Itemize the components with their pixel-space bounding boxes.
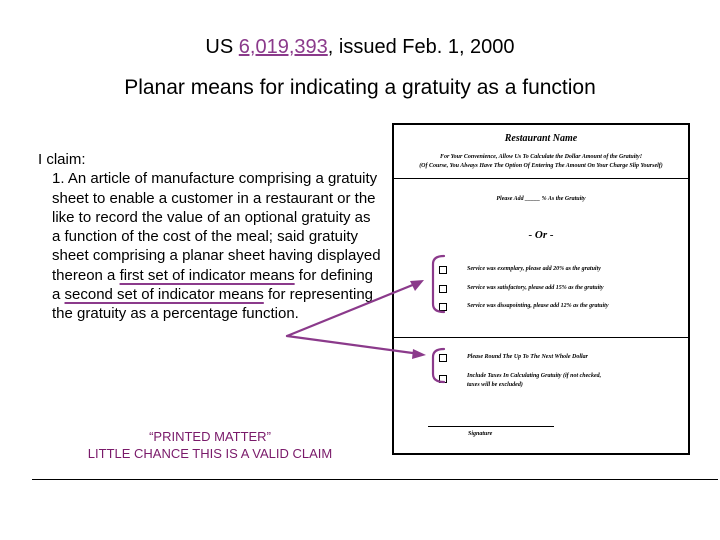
- claim-part-3: for representing the gratuity as a percentage function.: [52, 286, 374, 323]
- patent-number-link[interactable]: 6,019,393: [238, 36, 328, 58]
- bracket-second-set: [433, 349, 444, 382]
- claim-intro: I claim:: [38, 151, 86, 168]
- claim-highlight-second-set: second set of indicator means: [64, 286, 264, 304]
- sheet-signature-label: Signature: [468, 431, 493, 437]
- arrow-line-second-set: [287, 336, 420, 354]
- patent-prefix: US: [205, 36, 234, 58]
- sheet-please-add: Please Add _____ % As the Gratuity: [496, 196, 586, 202]
- sheet-restaurant-name: Restaurant Name: [504, 133, 578, 144]
- option-disappointing: Service was dissapointing, please add 12% as the gratuity: [467, 303, 609, 309]
- option-round-up: Please Round The Up To The Next Whole Dollar: [467, 354, 589, 360]
- sheet-or: - Or -: [528, 229, 554, 241]
- option-include-taxes-note: taxes will be excluded): [467, 382, 523, 388]
- claim-part-1: 1. An article of manufacture comprising a gratuity sheet to enable a customer in a restaurant or the like to record the value of an optional gratuity as a function of the cost of the meal; said gratuity sheet comprising a planar sheet having displayed thereon a: [52, 170, 381, 284]
- claim-highlight-first-set: first set of indicator means: [119, 266, 295, 284]
- option-satisfactory: Service was satisfactory, please add 15% as the gratuity: [467, 285, 604, 291]
- patent-subtitle: Planar means for indicating a gratuity as a function: [124, 76, 596, 99]
- patent-issued: , issued Feb. 1, 2000: [327, 36, 515, 58]
- sheet-convenience-line-1: For Your Convenience, Allow Us To Calculate the Dollar Amount of the Gratuity!: [439, 154, 643, 160]
- arrow-line-first-set: [287, 282, 420, 336]
- bracket-first-set: [433, 256, 444, 312]
- printed-matter-note: “PRINTED MATTER”: [149, 429, 271, 444]
- validity-note: LITTLE CHANCE THIS IS A VALID CLAIM: [87, 446, 333, 461]
- claim-part-2: for defining a: [52, 266, 374, 304]
- option-include-taxes: Include Taxes In Calculating Gratuity (if not checked,: [467, 373, 602, 379]
- sheet-convenience-line-2: (Of Course, You Always Have The Option Of Entering The Amount On Your Charge Slip Yourself): [419, 163, 663, 169]
- arrowhead-second-set-icon: [412, 349, 426, 359]
- option-exemplary: Service was exemplary, please add 20% as the gratuity: [467, 266, 601, 272]
